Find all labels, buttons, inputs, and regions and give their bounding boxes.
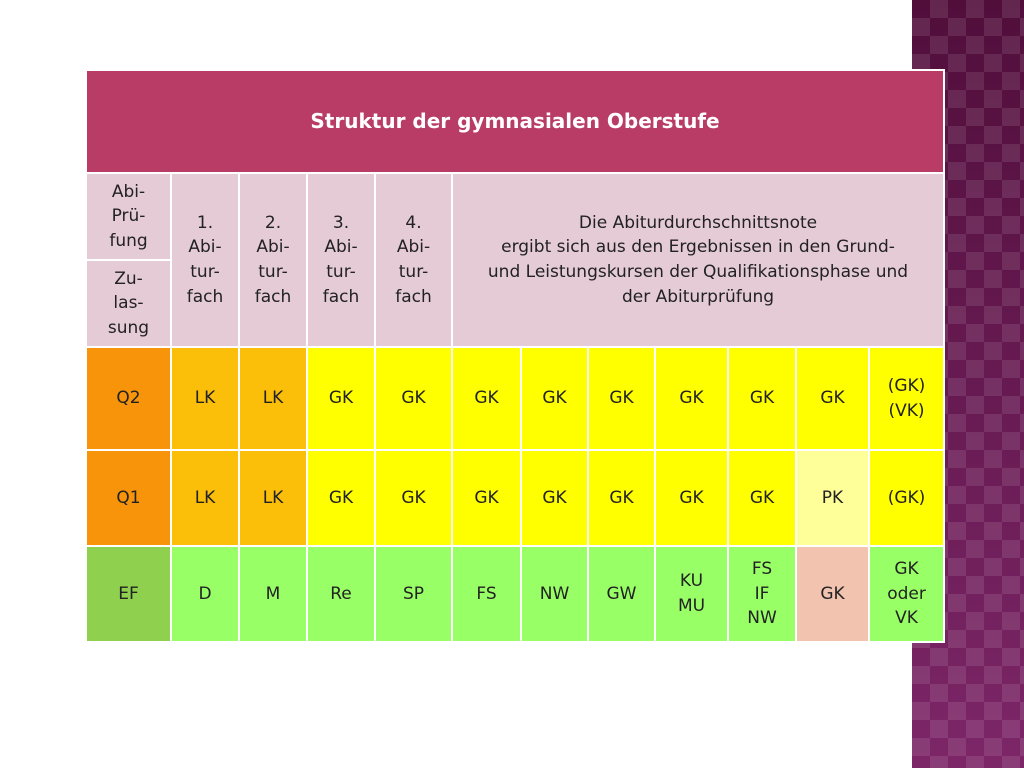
header-zulassung: Zu- las- sung — [86, 260, 171, 347]
header-abiturfach-4: 4. Abi- tur- fach — [375, 173, 452, 347]
q1-cell: GK — [307, 450, 375, 546]
q1-cell: LK — [239, 450, 307, 546]
q2-cell: GK — [452, 347, 521, 450]
ef-cell: M — [239, 546, 307, 642]
row-label-q2: Q2 — [86, 347, 171, 450]
q2-cell: GK — [307, 347, 375, 450]
q1-cell-pk: PK — [796, 450, 869, 546]
q2-cell: GK — [728, 347, 796, 450]
q2-cell: GK — [655, 347, 728, 450]
ef-cell: GK oder VK — [869, 546, 944, 642]
ef-cell: SP — [375, 546, 452, 642]
q1-cell: (GK) — [869, 450, 944, 546]
header-abiturfach-3: 3. Abi- tur- fach — [307, 173, 375, 347]
header-abiturfach-2: 2. Abi- tur- fach — [239, 173, 307, 347]
q2-cell: GK — [375, 347, 452, 450]
q1-cell: GK — [375, 450, 452, 546]
q1-cell: GK — [452, 450, 521, 546]
ef-cell: KU MU — [655, 546, 728, 642]
ef-cell: D — [171, 546, 239, 642]
q1-cell: GK — [655, 450, 728, 546]
ef-cell: FS — [452, 546, 521, 642]
header-abi-pruefung: Abi- Prü- fung — [86, 173, 171, 260]
header-abiturnote-note: Die Abiturdurchschnittsnote ergibt sich aus den Ergebnissen in den Grund- und Leistungskursen der Qualifikationsphase und der Abiturprüfung — [452, 173, 944, 347]
header-abiturfach-1: 1. Abi- tur- fach — [171, 173, 239, 347]
oberstufe-structure-table — [85, 69, 945, 643]
q2-cell: LK — [171, 347, 239, 450]
q1-cell: GK — [521, 450, 588, 546]
ef-cell: Re — [307, 546, 375, 642]
row-label-q1: Q1 — [86, 450, 171, 546]
q2-cell: GK — [521, 347, 588, 450]
q1-cell: LK — [171, 450, 239, 546]
q2-cell: GK — [796, 347, 869, 450]
ef-cell: FS IF NW — [728, 546, 796, 642]
q1-cell: GK — [588, 450, 655, 546]
ef-cell: GW — [588, 546, 655, 642]
ef-cell-gk: GK — [796, 546, 869, 642]
row-label-ef: EF — [86, 546, 171, 642]
q2-cell: GK — [588, 347, 655, 450]
table-title: Struktur der gymnasialen Oberstufe — [86, 70, 944, 173]
q2-cell: LK — [239, 347, 307, 450]
ef-cell: NW — [521, 546, 588, 642]
q1-cell: GK — [728, 450, 796, 546]
q2-cell: (GK) (VK) — [869, 347, 944, 450]
